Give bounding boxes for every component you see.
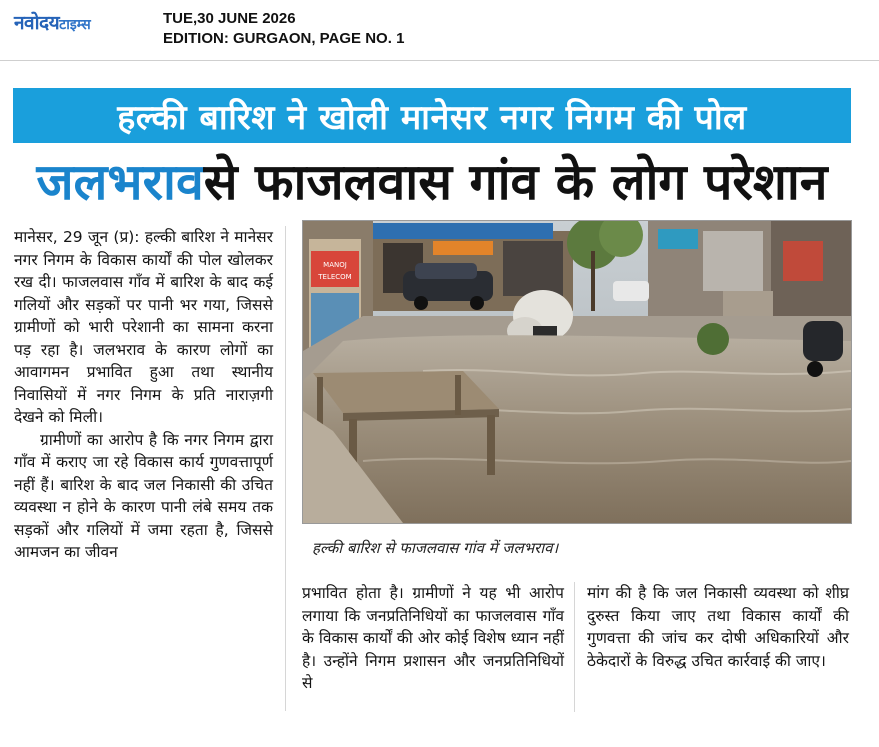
news-photo[interactable] bbox=[302, 220, 852, 524]
photo-caption: हल्की बारिश से फाजलवास गांव में जलभराव। bbox=[312, 539, 559, 557]
kicker-text: हल्की बारिश ने खोली मानेसर नगर निगम की पोल bbox=[117, 97, 747, 138]
shop-sign-text: MANOJ bbox=[323, 261, 347, 269]
waterlogged-street-illustration bbox=[303, 221, 851, 523]
newspaper-logo[interactable] bbox=[14, 9, 91, 35]
headline-rest: से फाजलवास गांव के लोग परेशान bbox=[203, 153, 828, 211]
main-headline bbox=[13, 148, 851, 212]
masthead-bar bbox=[0, 0, 879, 61]
kicker-banner bbox=[13, 88, 851, 143]
column-divider bbox=[285, 226, 286, 711]
headline-accent: जलभराव bbox=[36, 153, 204, 211]
article-paragraph-1: मानेसर, 29 जून (प्र): हल्की बारिश ने मानेसर नगर निगम के विकास कार्यों की पोल खोलकर रख दी। फाजलवास गाँव में बारिश के बाद कई गलियों और सड़कों पर पानी भर गया, जिससे ग्रामीणों को भारी परेशानी का सामना करना पड़ रहा है। जलभराव के कारण लोगों का आवागमन प्रभावित हुआ तथा स्थानीय निवासियों में नगर निगम के प्रति नाराज़गी देखने को मिली। bbox=[14, 228, 273, 426]
column-divider bbox=[574, 582, 575, 712]
article-paragraph-4: मांग की है कि जल निकासी व्यवस्था को शीघ्र दुरुस्त किया जाए तथा विकास कार्यों की गुणवत्ता की जांच कर दोषी अधिकारियों और ठेकेदारों के विरुद्ध उचित कार्रवाई की जाए। bbox=[587, 584, 849, 670]
article-column-1 bbox=[14, 226, 273, 564]
article-paragraph-3: प्रभावित होता है। ग्रामीणों ने यह भी आरोप लगाया कि जनप्रतिनिधियों का फाजलवास गाँव के विकास कार्यों की ओर कोई विशेष ध्यान नहीं है। उन्होंने निगम प्रशासन और जनप्रतिनिधियों से bbox=[302, 584, 564, 692]
article-column-3 bbox=[587, 582, 849, 672]
shop-sign-text: TELECOM bbox=[318, 273, 352, 281]
edition-info bbox=[163, 9, 404, 49]
logo-sub-text: टाइम्स bbox=[59, 17, 91, 33]
article-column-2 bbox=[302, 582, 564, 695]
issue-date: TUE,30 JUNE 2026 bbox=[163, 10, 296, 27]
article-paragraph-2: ग्रामीणों का आरोप है कि नगर निगम द्वारा गाँव में कराए जा रहे विकास कार्य गुणवत्तापूर्ण नहीं हैं। बारिश के बाद जल निकासी की उचित व्यवस्था न होने के कारण पानी लंबे समय तक सड़कों और गलियों में जमा रहता है, जिससे आमजन का जीवन bbox=[14, 430, 273, 561]
logo-main-text: नवोदय bbox=[14, 12, 60, 34]
edition-page: EDITION: GURGAON, PAGE NO. 1 bbox=[163, 30, 405, 47]
